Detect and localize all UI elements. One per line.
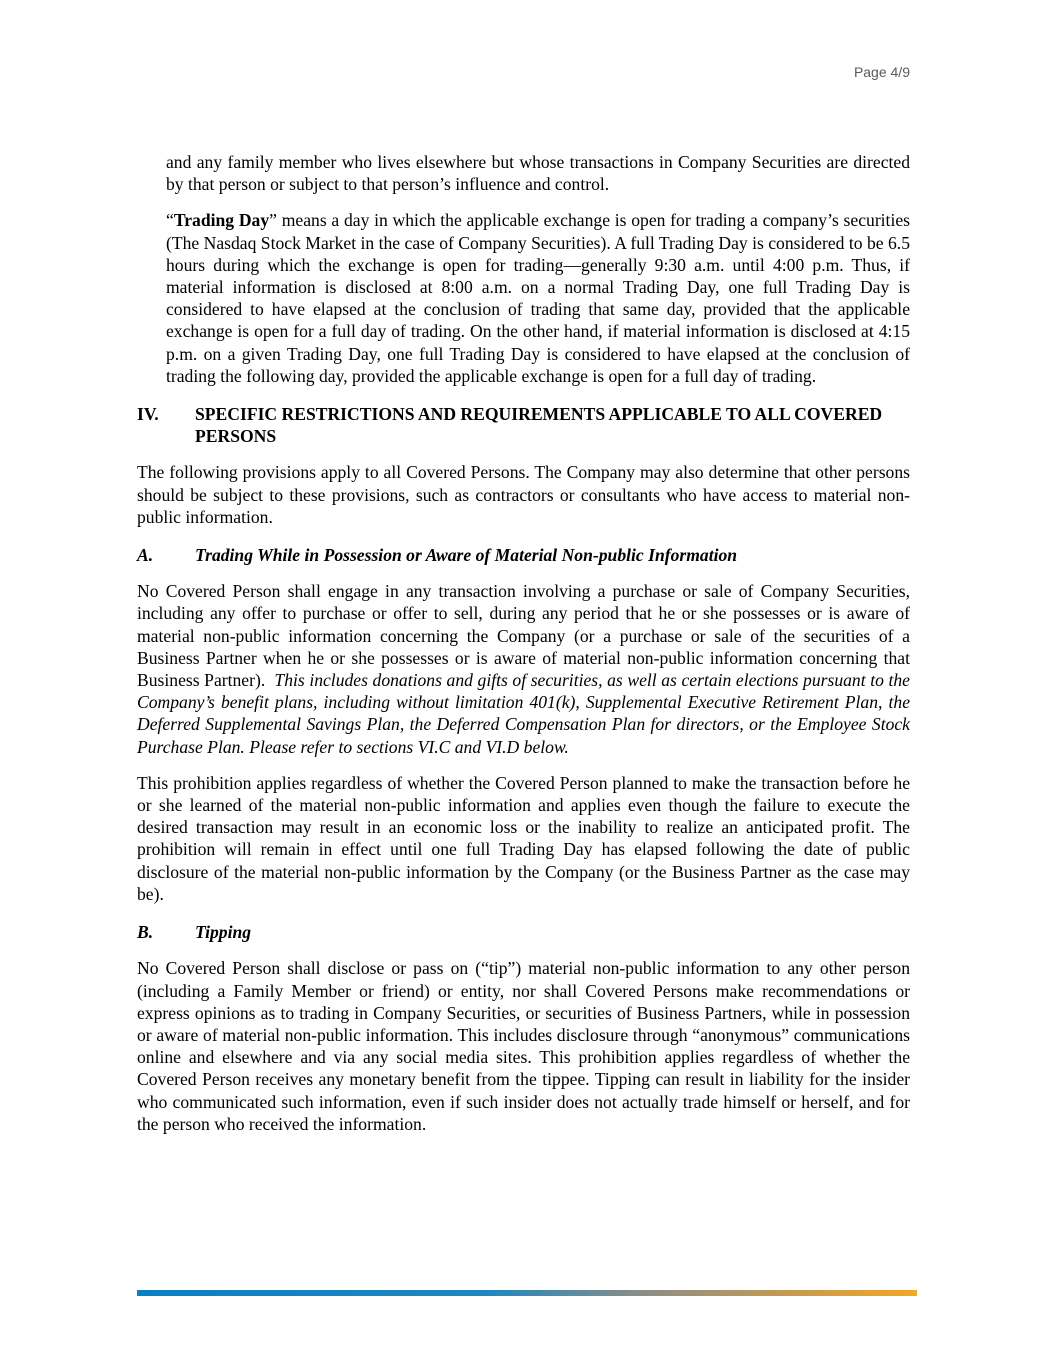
- subsection-a-paragraph-1-regular: No Covered Person shall engage in any transaction involving a purchase or sale of Company Securities, including any offer to purchase or offer to sell, during any period that he or she possesses or is aware of material non-public information concerning the Company (or a purchase or sale of the securities of a Business Partner when he or she possesses or is aware of material non-public information concerning that Business Partner).: [137, 581, 915, 691]
- trading-day-term: Trading Day: [173, 210, 270, 231]
- subsection-a-letter: A.: [137, 545, 154, 566]
- section-iv-paragraph: The following provisions apply to all Covered Persons. The Company may also determine that other persons should be subject to these provisions, such as contractors or consultants who have access to material non-public information.: [137, 462, 910, 527]
- trading-day-definition: [166, 209, 910, 387]
- subsection-a-title: Trading While in Possession or Aware of Material Non-public Information: [195, 545, 738, 566]
- subsection-b-title: Tipping: [195, 922, 252, 943]
- subsection-a-paragraph-2: This prohibition applies regardless of whether the Covered Person planned to make the transaction before he or she learned of the material non-public information and applies even though the failure to execute the desired transaction may result in an economic loss or the inability to realize an anticipated profit. The prohibition will remain in effect until one full Trading Day has elapsed following the date of public disclosure of the material non-public information by the Company (or the Business Partner as the case may be).: [137, 772, 910, 904]
- section-iv-title: SPECIFIC RESTRICTIONS AND REQUIREMENTS APPLICABLE TO ALL COVERED PERSONS: [195, 404, 883, 447]
- document-body: [137, 151, 915, 1135]
- section-iv-heading: [137, 403, 910, 447]
- trading-day-text: ” means a day in which the applicable exchange is open for trading a company’s securities (The Nasdaq Stock Market in the case of Company Securities). A full Trading Day is considered to be 6.5 hours during which the exchange is open for trading—generally 9:30 a.m. until 4:00 p.m. Thus, if material information is disclosed at 8:00 a.m. on a normal Trading Day, one full Trading Day is considered to have elapsed at the conclusion of trading that same day, provided that the applicable exchange is open for a full day of trading. On the other hand, if material information is disclosed at 4:15 p.m. on a given Trading Day, one full Trading Day is considered to have elapsed at the conclusion of trading the following day, provided the applicable exchange is open for a full day of trading.: [166, 210, 910, 386]
- subsection-b-heading: [137, 921, 910, 943]
- subsection-b-letter: B.: [137, 922, 154, 943]
- subsection-a-paragraph-1-italic: This includes donations and gifts of securities, as well as certain elections pursuant to the Company’s benefit plans, including without limitation 401(k), Supplemental Executive Retirement Plan, the Deferred Supplemental Savings Plan, the Deferred Compensation Plan for directors, or the Employee Stock Purchase Plan. Please refer to sections VI.C and VI.D below.: [137, 670, 910, 757]
- page-number: Page 4/9: [853, 64, 910, 80]
- subsection-a-paragraph-1: [137, 580, 915, 758]
- intro-paragraph: and any family member who lives elsewhere but whose transactions in Company Securities are directed by that person or subject to that person’s influence and control.: [166, 152, 910, 195]
- footer-gradient-bar: [137, 1290, 917, 1296]
- open-quote: “: [166, 210, 174, 231]
- subsection-b-paragraph: No Covered Person shall disclose or pass on (“tip”) material non-public information to any other person (including a Family Member or friend) or entity, nor shall Covered Persons make recommendations or express opinions as to trading in Company Securities, or securities of Business Partners, while in possession or aware of material non-public information. This includes disclosure through “anonymous” communications online and elsewhere and via any social media sites. This prohibition applies regardless of whether the Covered Person receives any monetary benefit from the tippee. Tipping can result in liability for the insider who communicated such information, even if such insider does not actually trade himself or herself, and for the person who received the information.: [137, 958, 910, 1134]
- subsection-a-heading: [137, 544, 910, 566]
- section-iv-number: IV.: [137, 404, 159, 425]
